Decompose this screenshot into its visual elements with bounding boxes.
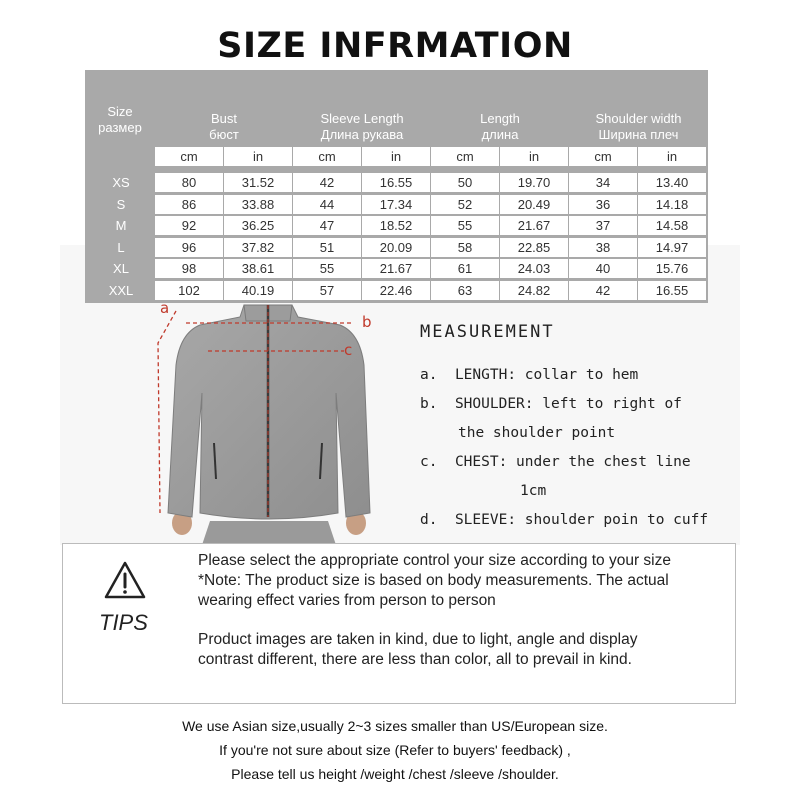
size-label: XS — [112, 175, 130, 190]
size-value-cell: 17.34 — [362, 195, 430, 214]
size-value-cell: 55 — [293, 259, 361, 278]
unit-in-label: in — [500, 147, 568, 166]
size-value-cell: 31.52 — [224, 173, 292, 192]
size-label: M — [115, 218, 127, 233]
group-header-sleeve: Sleeve Length Длина рукава — [320, 111, 404, 142]
measure-item-a: a. LENGTH: collar to hem — [420, 367, 639, 383]
size-value-cell: 51 — [293, 238, 361, 257]
size-value-cell: 86 — [155, 195, 223, 214]
size-value-cell: 57 — [293, 281, 361, 300]
size-value-cell: 19.70 — [500, 173, 568, 192]
size-value-cell: 37 — [569, 216, 637, 235]
size-value-cell: 98 — [155, 259, 223, 278]
size-value-cell: 18.52 — [362, 216, 430, 235]
unit-in-label: in — [638, 147, 706, 166]
label-c: c — [344, 341, 353, 359]
size-value-cell: 63 — [431, 281, 499, 300]
size-value-cell: 40 — [569, 259, 637, 278]
size-value-cell: 92 — [155, 216, 223, 235]
group-header-length: Length длина — [480, 111, 520, 142]
size-value-cell: 40.19 — [224, 281, 292, 300]
group-header-bust: Bust бюст — [209, 111, 239, 142]
size-value-cell: 22.46 — [362, 281, 430, 300]
size-value-cell: 16.55 — [362, 173, 430, 192]
size-value-cell: 37.82 — [224, 238, 292, 257]
size-value-cell: 33.88 — [224, 195, 292, 214]
size-value-cell: 24.82 — [500, 281, 568, 300]
size-value-cell: 42 — [293, 173, 361, 192]
size-value-cell: 16.55 — [638, 281, 706, 300]
size-value-cell: 80 — [155, 173, 223, 192]
size-table — [85, 70, 708, 303]
unit-cm-label: cm — [569, 147, 637, 166]
unit-cm-label: cm — [293, 147, 361, 166]
size-value-cell: 96 — [155, 238, 223, 257]
size-value-cell: 20.49 — [500, 195, 568, 214]
size-value-cell: 42 — [569, 281, 637, 300]
tips-box — [62, 543, 736, 704]
size-label: XXL — [108, 282, 134, 298]
page-title: SIZE INFRMATION — [217, 26, 573, 66]
unit-cm-label: cm — [431, 147, 499, 166]
tips-line-1: Please select the appropriate control your size according to your size — [198, 552, 671, 569]
measure-item-c-cont: 1cm — [520, 483, 547, 499]
footer-line-2: If you're not sure about size (Refer to buyers' feedback) , — [219, 742, 571, 758]
size-value-cell: 61 — [431, 259, 499, 278]
size-header — [85, 104, 155, 136]
size-value-cell: 36 — [569, 195, 637, 214]
tips-line-4: Product images are taken in kind, due to light, angle and display — [198, 631, 638, 648]
size-value-cell: 21.67 — [500, 216, 568, 235]
size-value-cell: 20.09 — [362, 238, 430, 257]
size-value-cell: 38.61 — [224, 259, 292, 278]
size-label: S — [116, 196, 126, 212]
unit-in-label: in — [224, 147, 292, 166]
measure-item-b: b. SHOULDER: left to right of — [420, 396, 682, 412]
measure-item-c: c. CHEST: under the chest line — [420, 454, 691, 470]
size-label: L — [117, 239, 125, 255]
tips-line-5: contrast different, there are less than color, all to prevail in kind. — [198, 651, 632, 668]
size-value-cell: 38 — [569, 238, 637, 257]
jacket-diagram — [140, 303, 400, 545]
measurement-section — [420, 322, 740, 528]
trousers-shape — [202, 521, 336, 545]
label-a: a — [160, 303, 170, 317]
size-label: XL — [113, 261, 129, 276]
label-b: b — [362, 313, 372, 331]
size-value-cell: 50 — [431, 173, 499, 192]
size-value-cell: 58 — [431, 238, 499, 257]
tips-line-3: wearing effect varies from person to person — [198, 592, 496, 609]
size-value-cell: 47 — [293, 216, 361, 235]
tips-line-2: *Note: The product size is based on body measurements. The actual — [198, 572, 669, 589]
size-value-cell: 55 — [431, 216, 499, 235]
size-value-cell: 14.97 — [638, 238, 706, 257]
measurement-heading: MEASUREMENT — [420, 322, 555, 342]
size-value-cell: 21.67 — [362, 259, 430, 278]
size-value-cell: 14.58 — [638, 216, 706, 235]
size-value-cell: 102 — [155, 281, 223, 300]
unit-in-label: in — [362, 147, 430, 166]
size-value-cell: 22.85 — [500, 238, 568, 257]
footer-line-1: We use Asian size,usually 2~3 sizes smaller than US/European size. — [182, 718, 608, 734]
size-value-cell: 52 — [431, 195, 499, 214]
footer-line-3: Please tell us height /weight /chest /sleeve /shoulder. — [231, 766, 559, 782]
size-value-cell: 24.03 — [500, 259, 568, 278]
measure-item-b-cont: the shoulder point — [458, 425, 616, 441]
size-header-ru: размер — [98, 120, 142, 135]
size-value-cell: 14.18 — [638, 195, 706, 214]
measure-item-d: d. SLEEVE: shoulder poin to cuff — [420, 512, 709, 528]
size-value-cell: 13.40 — [638, 173, 706, 192]
unit-cm-label: cm — [155, 147, 223, 166]
size-header-en: Size — [107, 104, 133, 119]
tips-label: TIPS — [99, 610, 148, 635]
size-value-cell: 36.25 — [224, 216, 292, 235]
size-value-cell: 15.76 — [638, 259, 706, 278]
size-value-cell: 34 — [569, 173, 637, 192]
size-value-cell: 44 — [293, 195, 361, 214]
group-header-shoulder: Shoulder width Ширина плеч — [595, 111, 682, 142]
warning-icon — [103, 560, 147, 600]
